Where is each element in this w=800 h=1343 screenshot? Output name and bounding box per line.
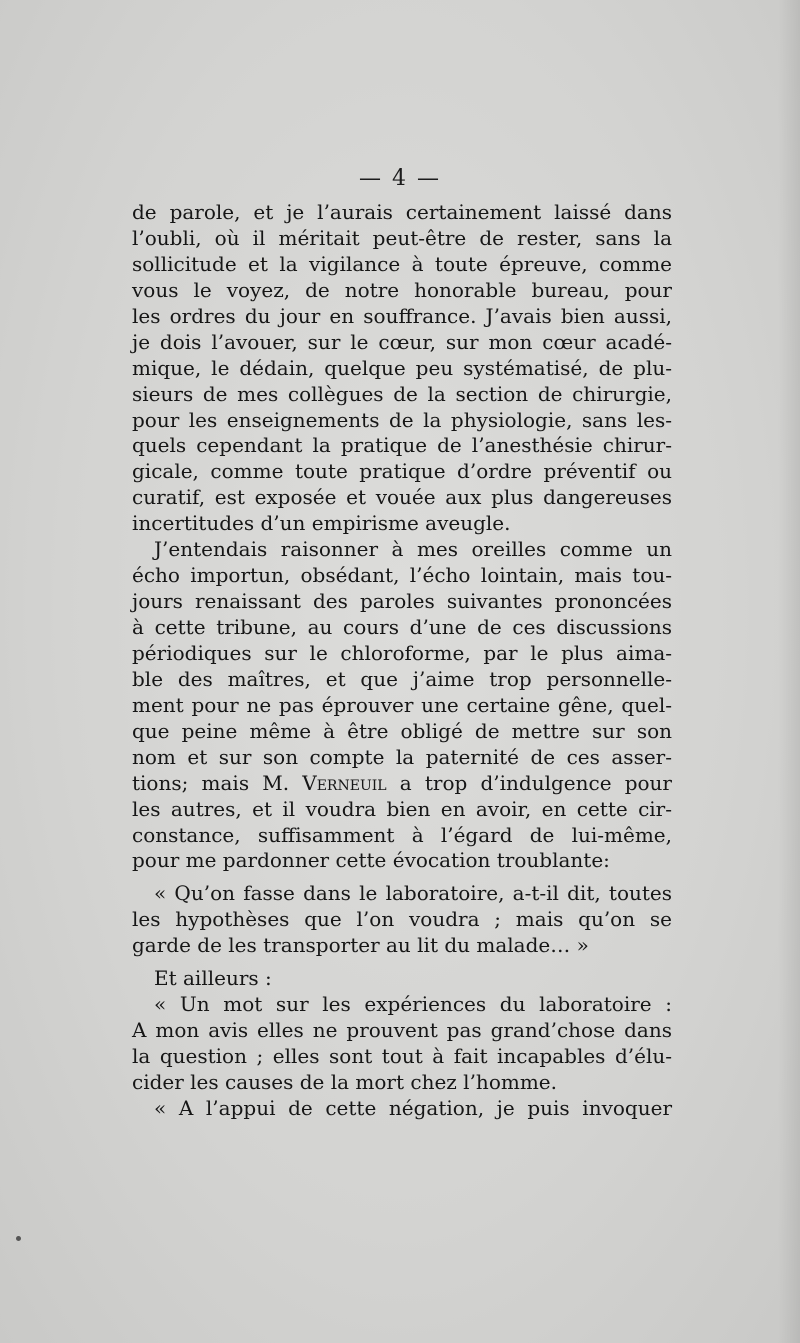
text-line: mique, le dédain, quelque peu systématisé, de plu- bbox=[132, 355, 672, 380]
text-line: ble des maîtres, et que j’aime trop personnelle- bbox=[132, 666, 672, 691]
text-line: les ordres du jour en souffrance. J’avais bien aussi, bbox=[132, 303, 672, 328]
text-line-with-name bbox=[132, 771, 672, 797]
page-edge-shadow bbox=[778, 0, 800, 1343]
text-line: gicale, comme toute pratique d’ordre préventif ou bbox=[132, 459, 672, 484]
text-line: écho importun, obsédant, l’écho lointain, mais tou- bbox=[132, 563, 672, 588]
section-lead-line: Et ailleurs : bbox=[154, 966, 272, 991]
text-line: à cette tribune, au cours d’une de ces discussions bbox=[132, 615, 672, 639]
text-line: sollicitude et la vigilance à toute épreuve, comme bbox=[132, 251, 672, 276]
text-line: vous le voyez, de notre honorable bureau, pour bbox=[132, 277, 672, 302]
text-line: périodiques sur le chloroforme, par le plus aima- bbox=[132, 640, 672, 665]
text-line: les autres, et il voudra bien en avoir, en cette cir- bbox=[132, 796, 672, 821]
text-line: sieurs de mes collègues de la section de chirurgie, bbox=[132, 381, 672, 406]
text-line: curatif, est exposée et vouée aux plus dangereuses bbox=[132, 485, 672, 510]
quote-line: « Un mot sur les expériences du laboratoire : bbox=[154, 992, 672, 1017]
text-line: incertitudes d’un empirisme aveugle. bbox=[132, 511, 511, 536]
paragraph-start-line: J’entendais raisonner à mes oreilles comme un bbox=[154, 537, 672, 562]
text-line: pour les enseignements de la physiologie, sans les- bbox=[132, 407, 672, 432]
text-line: jours renaissant des paroles suivantes prononcées bbox=[132, 589, 672, 614]
quote-line: « A l’appui de cette négation, je puis invoquer bbox=[154, 1095, 672, 1120]
text-line: pour me pardonner cette évocation troublante: bbox=[132, 848, 610, 873]
text-line: que peine même à être obligé de mettre sur son bbox=[132, 718, 672, 743]
quote-line: les hypothèses que l’on voudra ; mais qu’on se bbox=[132, 907, 672, 932]
text-line: nom et sur son compte la paternité de ces asser- bbox=[132, 744, 672, 769]
line-text-before: tions; mais M. bbox=[132, 770, 303, 795]
ink-speck bbox=[16, 1236, 21, 1241]
text-line: je dois l’avouer, sur le cœur, sur mon cœur acadé- bbox=[132, 329, 672, 354]
quote-line: « Qu’on fasse dans le laboratoire, a-t-il dit, toutes bbox=[154, 881, 672, 906]
page-number: — 4 — bbox=[359, 166, 441, 191]
quote-line: la question ; elles sont tout à fait incapables d’élu- bbox=[132, 1044, 672, 1068]
text-line: ment pour ne pas éprouver une certaine gêne, quel- bbox=[132, 692, 672, 717]
line-text-after: a trop d’indulgence pour bbox=[386, 770, 672, 795]
text-line: constance, suffisamment à l’égard de lui-même, bbox=[132, 822, 672, 847]
text-line: de parole, et je l’aurais certainement laissé dans bbox=[132, 200, 672, 224]
body-text bbox=[132, 200, 672, 1122]
quote-line: cider les causes de la mort chez l’homme. bbox=[132, 1069, 557, 1094]
quote-line: garde de les transporter au lit du malade… » bbox=[132, 933, 589, 958]
quote-line: A mon avis elles ne prouvent pas grand’chose dans bbox=[132, 1018, 672, 1043]
text-line: l’oubli, où il méritait peut-être de rester, sans la bbox=[132, 225, 672, 250]
author-name: Verneuil bbox=[302, 770, 387, 795]
text-line: quels cependant la pratique de l’anesthésie chirur- bbox=[132, 433, 672, 458]
